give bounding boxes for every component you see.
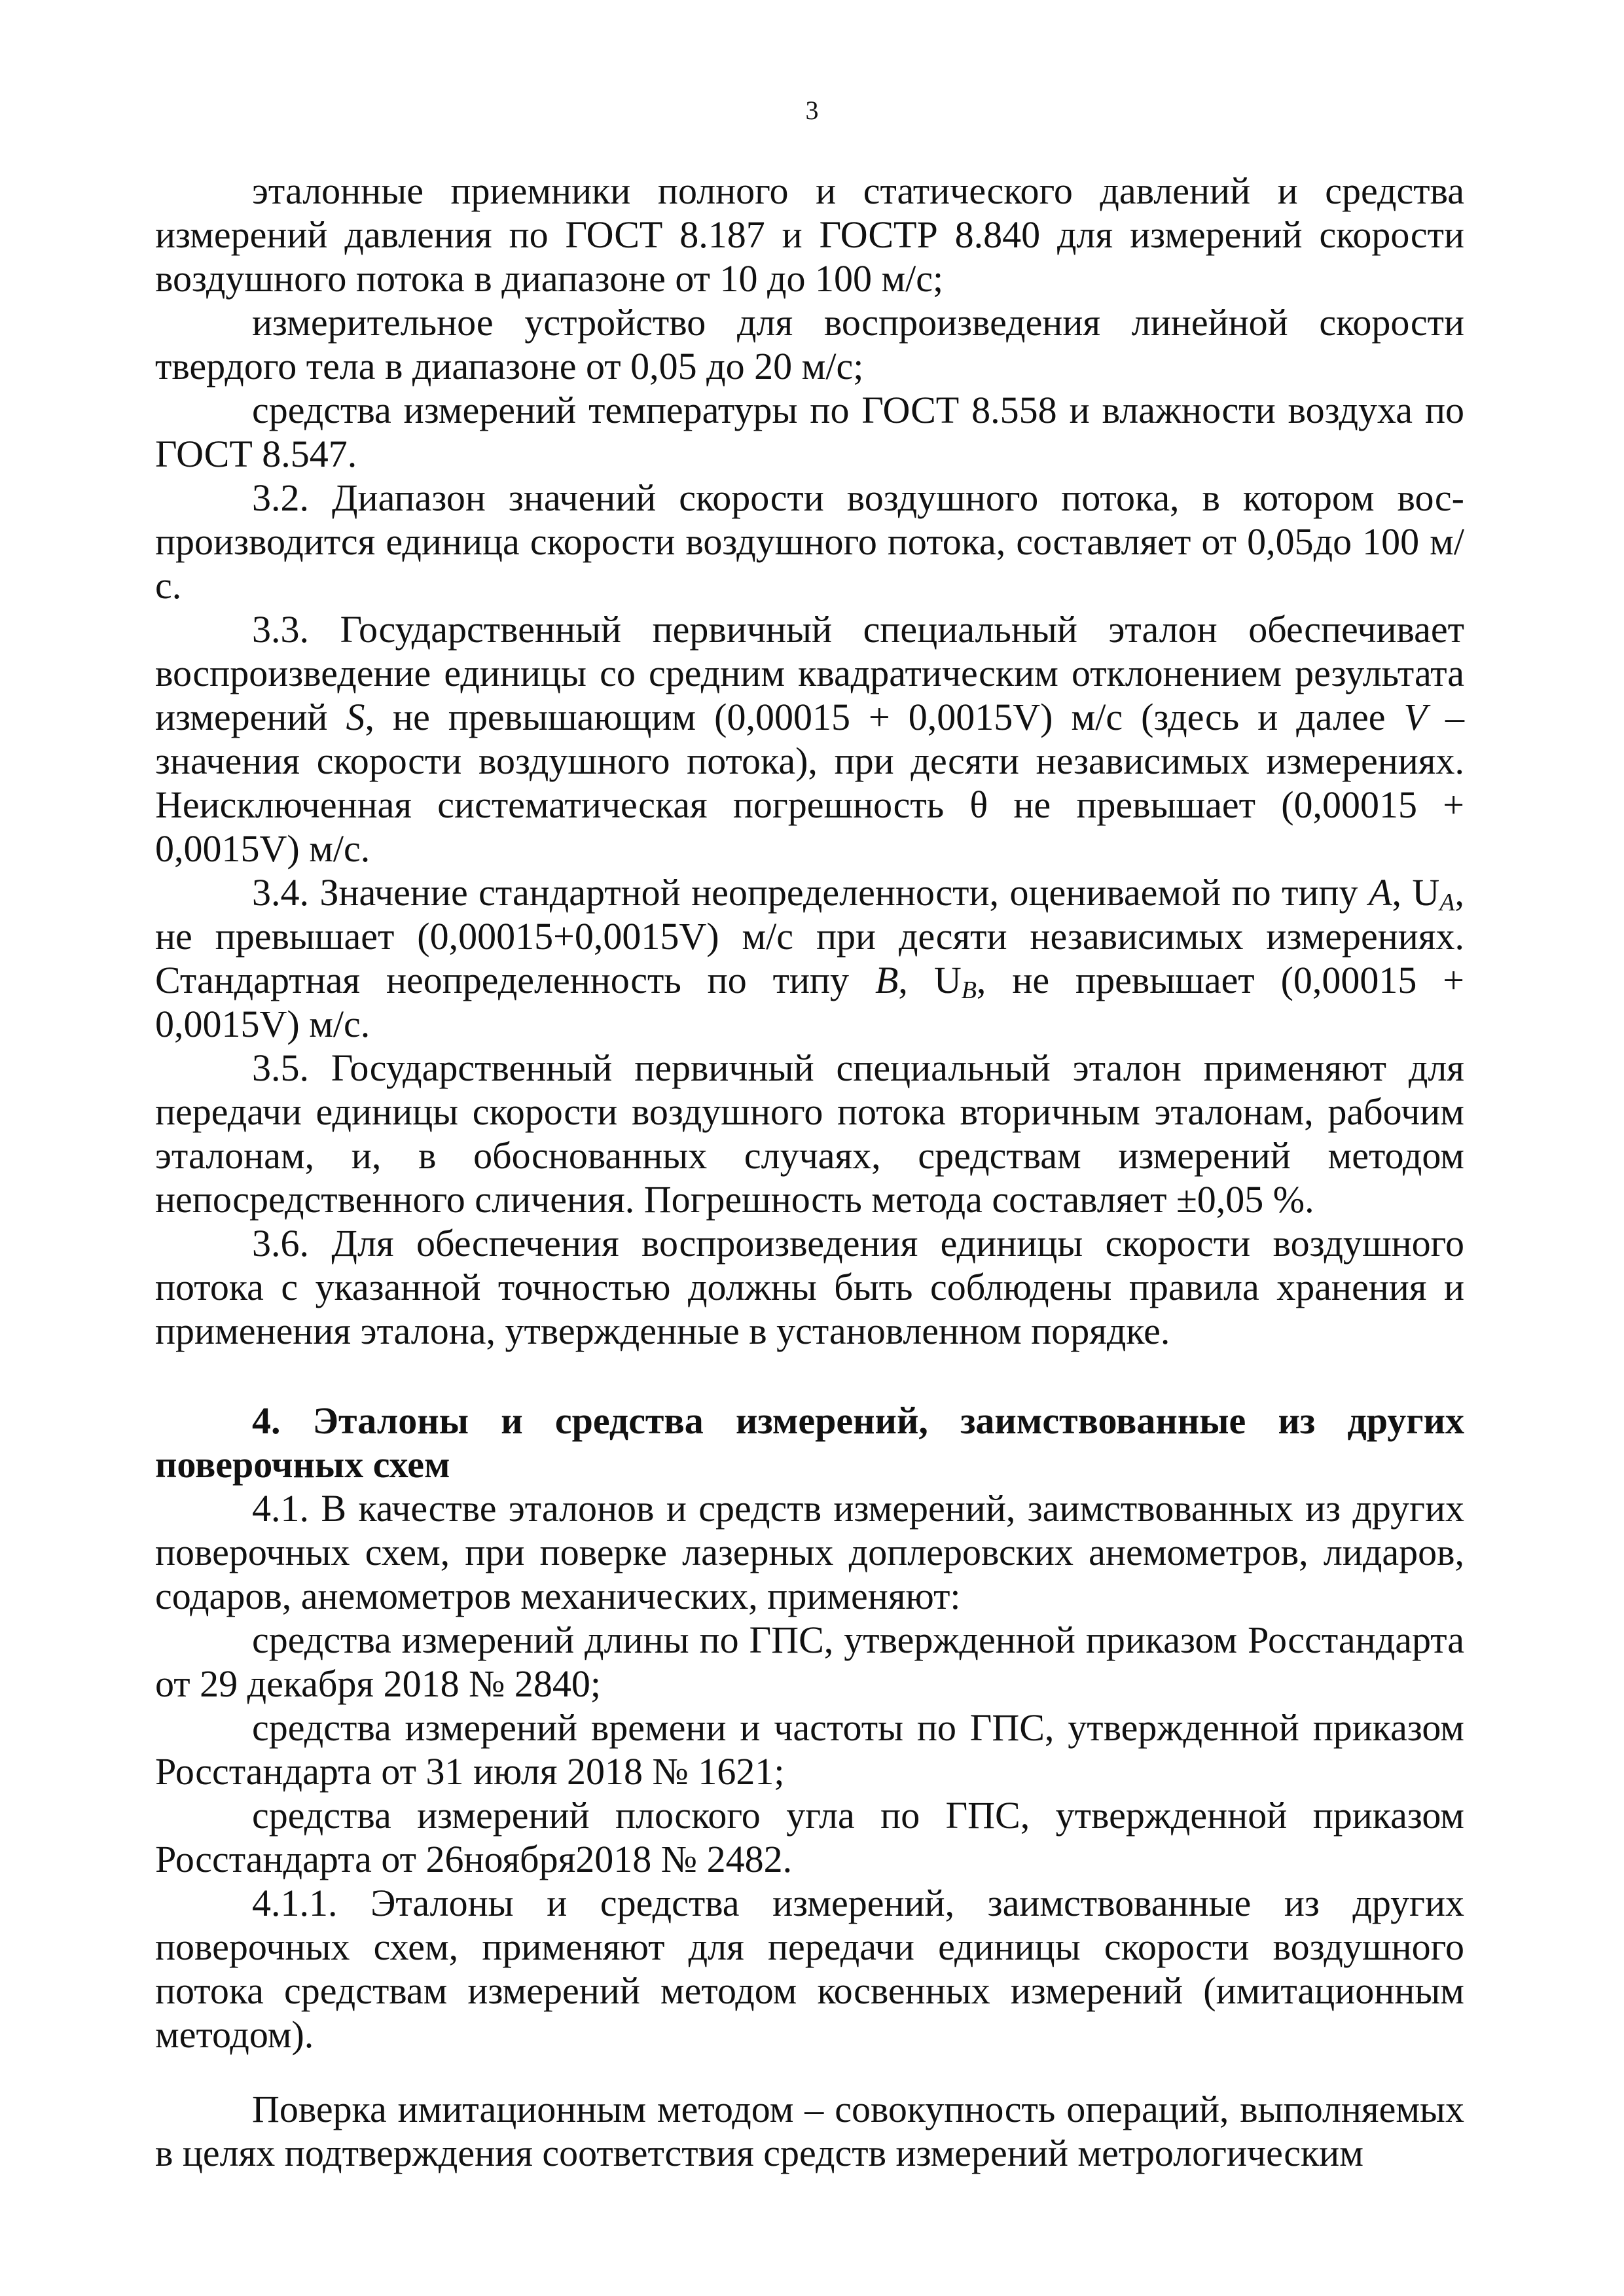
symbol-s: S: [346, 696, 365, 738]
paragraph-imitation-method: Поверка имитационным методом – совокупность операций, выполняемых в целях подтверждения соответствия средств измерений метрологическим: [155, 2088, 1464, 2174]
paragraph-3-3: [155, 607, 1464, 870]
document-body: [155, 169, 1464, 2175]
text-run: , U: [1392, 871, 1440, 914]
symbol-a: A: [1369, 871, 1392, 914]
text-run: , не превышает (0,00015+0,0015V) м/с при десяти независимых измерениях. Стандартная неопределенность по типу: [155, 871, 1464, 1001]
paragraph-reference-receivers: эталонные приемники полного и статического давлений и средства измерений давления по ГОСТ 8.187 и ГОСТР 8.840 для измерений скорости воздушного потока в диапазоне от 10 до 100 м/с;: [155, 170, 1464, 300]
paragraph-3-2: 3.2. Диапазон значений скорости воздушного потока, в котором воспроизводится единица скорости воздушного потока, составляет от 0,05до 100 м/с.: [155, 476, 1464, 607]
paragraph-length-gps: средства измерений длины по ГПС, утвержденной приказом Росстандарта от 29 декабря 2018 № 2840;: [155, 1619, 1464, 1705]
subscript-b: B: [961, 977, 977, 1004]
text-run: – значения скорости воздушного потока), при десяти независимых измерениях. Неисключенная систематическая погрешность θ не превышает (0,00015 + 0,0015V) м/с.: [155, 696, 1465, 870]
symbol-v: V: [1403, 696, 1427, 738]
page-number: 3: [805, 96, 819, 125]
paragraph-plane-angle-gps: средства измерений плоского угла по ГПС, утвержденной приказом Росстандарта от 26ноября2018 № 2482.: [155, 1794, 1464, 1880]
paragraph-3-5: 3.5. Государственный первичный специальный эталон применяют для передачи единицы скорости воздушного потока вторичным эталонам, рабочим эталонам, и, в обоснованных случаях, средствам измерений методом непосредственного сличения. Погрешность метода составляет ±0,05 %.: [155, 1047, 1464, 1221]
symbol-b: B: [875, 959, 899, 1001]
paragraph-4-1: 4.1. В качестве эталонов и средств измерений, заимствованных из других поверочных схем, при поверке лазерных доплеровских анемометров, лидаров, содаров, анемометров механических, применяют:: [155, 1487, 1464, 1617]
text-run: 3.4. Значение стандартной неопределенности, оцениваемой по типу: [252, 871, 1369, 914]
paragraph-time-frequency-gps: средства измерений времени и частоты по ГПС, утвержденной приказом Росстандарта от 31 июля 2018 № 1621;: [155, 1706, 1464, 1793]
paragraph-3-4: [155, 870, 1464, 1046]
text-run: , не превышает (0,00015 + 0,0015V) м/с.: [155, 959, 1464, 1045]
text-run: , не превышающим (0,00015 + 0,0015V) м/с (здесь и далее: [365, 696, 1404, 738]
text-run: 3.3. Государственный первичный специальный эталон обеспечивает воспроизведение единицы со средним квадратическим отклонением результата измерений: [155, 608, 1464, 738]
text-run: , U: [898, 959, 962, 1001]
paragraph-4-1-1: 4.1.1. Эталоны и средства измерений, заимствованные из других поверочных схем, применяют для передачи единицы скорости воздушного потока средствам измерений методом косвенных измерений (имитационным методом).: [155, 1882, 1464, 2056]
section-heading-4: 4. Эталоны и средства измерений, заимствованные из других поверочных схем: [155, 1399, 1464, 1486]
paragraph-3-6: 3.6. Для обеспечения воспроизведения единицы скорости воздушного потока с указанной точностью должны быть соблюдены правила хранения и применения эталона, утвержденные в установленном порядке.: [155, 1222, 1464, 1352]
subscript-a: A: [1439, 889, 1455, 916]
paragraph-measuring-device: измерительное устройство для воспроизведения линейной скорости твердого тела в диапазоне от 0,05 до 20 м/с;: [155, 301, 1464, 387]
paragraph-temperature-humidity: средства измерений температуры по ГОСТ 8.558 и влажности воздуха по ГОСТ 8.547.: [155, 389, 1464, 475]
